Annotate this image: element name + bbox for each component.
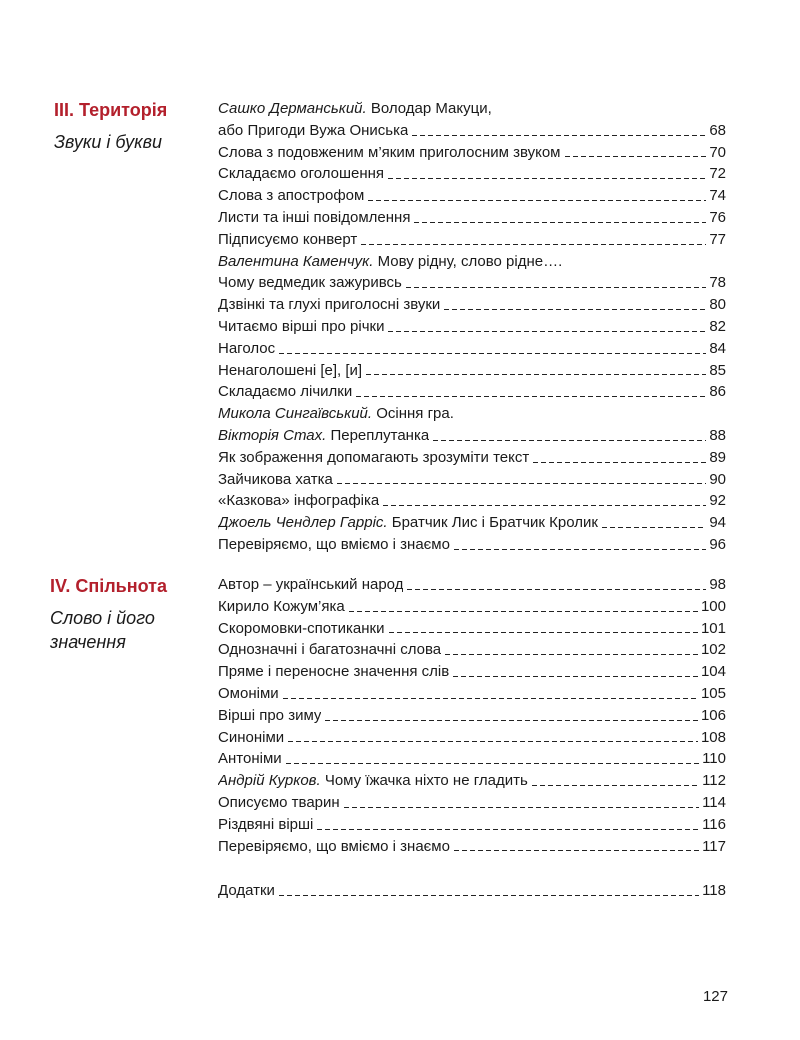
entry-title [218, 727, 284, 749]
entry-title [218, 185, 364, 207]
entry-text: або Пригоди Вужа Ониська [218, 121, 409, 139]
entry-text: Листи та інші повідомлення [218, 208, 411, 226]
entry-title [218, 661, 449, 683]
entry-page: 117 [702, 837, 726, 855]
entry-title [218, 229, 357, 251]
entry-title [218, 294, 440, 316]
entry-text: Вірші про зиму [218, 706, 322, 724]
entry-text: Описуємо тварин [218, 793, 340, 811]
entry-title [218, 705, 321, 727]
section-heading [50, 574, 200, 654]
entry-page: 74 [709, 187, 726, 205]
toc-entry[interactable] [218, 185, 726, 207]
entry-text: Слова з подовженим м’яким приголосним звуком [218, 143, 561, 161]
entry-title [218, 272, 402, 294]
entry-text: Чому їжачка ніхто не гладить [320, 772, 528, 790]
dot-leader [453, 676, 698, 677]
entry-page: 90 [709, 470, 726, 488]
dot-leader [325, 720, 698, 721]
toc-entry[interactable] [218, 294, 726, 316]
entry-text: Антоніми [218, 750, 282, 768]
entry-title [218, 142, 561, 164]
entry-title [218, 639, 441, 661]
dot-leader [356, 396, 706, 397]
dot-leader [368, 200, 706, 201]
entry-text: Дзвінкі та глухі приголосні звуки [218, 296, 441, 314]
dot-leader [344, 807, 699, 808]
entry-author: Вікторія Стах. [218, 426, 327, 444]
entry-title [218, 748, 282, 770]
toc-entry[interactable] [218, 381, 726, 403]
entry-text: Перевіряємо, що вміємо і знаємо [218, 837, 450, 855]
dot-leader [414, 222, 706, 223]
dot-leader [412, 135, 706, 136]
toc-entry[interactable] [218, 207, 726, 229]
toc-entry[interactable] [218, 360, 726, 382]
entry-page: 85 [709, 361, 726, 379]
dot-leader [454, 549, 706, 550]
entry-text: Ненаголошені [е], [и] [218, 361, 363, 379]
entry-title [218, 251, 562, 273]
entry-title [218, 770, 528, 792]
entry-text: Кирило Кожум’яка [218, 597, 345, 615]
entry-text: Синоніми [218, 728, 285, 746]
toc-entry[interactable] [218, 574, 726, 596]
entry-text: Зайчикова хатка [218, 470, 333, 488]
entry-page: 112 [702, 772, 726, 790]
toc-entry[interactable] [218, 534, 726, 556]
entry-text: Мову рідну, слово рідне…. [373, 252, 563, 270]
dot-leader [279, 895, 699, 896]
entry-page: 80 [709, 296, 726, 314]
entry-page: 110 [702, 750, 726, 768]
toc-entry [218, 98, 726, 120]
dot-leader [389, 632, 698, 633]
entry-page: 89 [709, 448, 726, 466]
dot-leader [602, 527, 706, 528]
dot-leader [406, 287, 706, 288]
dot-leader [407, 589, 706, 590]
dot-leader [283, 698, 698, 699]
entry-title [218, 120, 408, 142]
entry-page: 98 [709, 576, 726, 593]
entry-title [218, 836, 450, 858]
entry-page: 86 [709, 383, 726, 401]
toc-entry[interactable] [218, 596, 726, 618]
entry-text: Автор – український народ [218, 576, 404, 593]
dot-leader [445, 654, 698, 655]
toc-entry[interactable] [218, 705, 726, 727]
entry-page: 92 [709, 492, 726, 510]
toc-entries [218, 98, 726, 556]
entry-page: 118 [702, 882, 726, 899]
entry-title [218, 469, 333, 491]
entry-page: 72 [709, 165, 726, 183]
entry-title [218, 618, 385, 640]
entry-title [218, 425, 429, 447]
entry-page: 78 [709, 274, 726, 292]
entry-page: 114 [702, 793, 726, 811]
entry-text: Однозначні і багатозначні слова [218, 641, 442, 659]
entry-title [218, 792, 340, 814]
toc-entry[interactable] [218, 618, 726, 640]
entry-page: 84 [709, 339, 726, 357]
dot-leader [532, 785, 699, 786]
toc-entries [218, 880, 726, 902]
toc-entry[interactable] [218, 748, 726, 770]
entry-title [218, 512, 598, 534]
entry-author: Валентина Каменчук. [218, 252, 374, 270]
entry-text: Різдвяні вірші [218, 815, 314, 833]
entry-page: 77 [709, 230, 726, 248]
entry-title [218, 98, 492, 120]
entry-author: Андрій Курков. [218, 772, 321, 790]
entry-page: 116 [702, 815, 726, 833]
section-title: III. Територія [54, 100, 168, 120]
toc-entry[interactable] [218, 792, 726, 814]
toc-entry[interactable] [218, 880, 726, 902]
toc-entry [218, 251, 726, 273]
entry-text: Пряме і переносне значення слів [218, 663, 450, 681]
dot-leader [349, 611, 698, 612]
entry-page: 70 [709, 143, 726, 161]
entry-text: Чому ведмедик зажуривсь [218, 274, 402, 292]
entry-text: Переплутанка [326, 426, 430, 444]
dot-leader [444, 309, 706, 310]
entry-page: 104 [700, 663, 726, 681]
toc-entry[interactable] [218, 814, 726, 836]
dot-leader [433, 440, 706, 441]
entry-text: «Казкова» інфографіка [218, 492, 380, 510]
entry-title [218, 574, 403, 596]
toc-entries [218, 574, 726, 857]
section-heading [54, 98, 204, 154]
toc-entry[interactable] [218, 836, 726, 858]
dot-leader [286, 763, 699, 764]
entry-title [218, 814, 313, 836]
entry-page: 76 [709, 208, 726, 226]
toc-entry[interactable] [218, 770, 726, 792]
entry-text: Складаємо лічилки [218, 383, 353, 401]
toc-entry[interactable] [218, 683, 726, 705]
dot-leader [317, 829, 699, 830]
dot-leader [279, 353, 706, 354]
entry-page: 68 [709, 121, 726, 139]
dot-leader [366, 374, 706, 375]
entry-page: 101 [700, 619, 726, 637]
toc-entry[interactable] [218, 447, 726, 469]
toc-entry[interactable] [218, 512, 726, 534]
toc-entry[interactable] [218, 639, 726, 661]
dot-leader [361, 244, 706, 245]
dot-leader [533, 462, 706, 463]
entry-title [218, 316, 384, 338]
toc-entry [218, 403, 726, 425]
section-subtitle: Звуки і букви [54, 132, 162, 152]
entry-text: Володар Макуци, [366, 100, 492, 117]
entry-page: 96 [709, 535, 726, 553]
entry-text: Наголос [218, 339, 276, 357]
dot-leader [565, 156, 707, 157]
entry-page: 82 [709, 317, 726, 335]
entry-title [218, 403, 454, 425]
entry-page: 105 [700, 684, 726, 702]
toc-entry[interactable] [218, 490, 726, 512]
toc-entry[interactable] [218, 469, 726, 491]
toc-entry[interactable] [218, 338, 726, 360]
entry-page: 108 [700, 728, 726, 746]
entry-title [218, 683, 279, 705]
entry-text: Складаємо оголошення [218, 165, 385, 183]
entry-title: Додатки [218, 882, 275, 899]
entry-author: Джоель Чендлер Гарріс. [218, 514, 388, 532]
entry-text: Осіння гра. [372, 405, 454, 423]
entry-author: Микола Сингаївський. [218, 405, 373, 423]
entry-title [218, 381, 352, 403]
entry-page: 106 [700, 706, 726, 724]
entry-title [218, 490, 379, 512]
dot-leader [388, 331, 706, 332]
entry-title [218, 534, 450, 556]
dot-leader [454, 850, 699, 851]
entry-text: Слова з апострофом [218, 187, 365, 205]
entry-text: Читаємо вірші про річки [218, 317, 385, 335]
entry-title [218, 596, 345, 618]
entry-text: Як зображення допомагають зрозуміти текст [218, 448, 530, 466]
toc-entry[interactable] [218, 272, 726, 294]
entry-title [218, 360, 362, 382]
dot-leader [383, 505, 706, 506]
section-title: IV. Спільнота [50, 576, 167, 596]
entry-page: 94 [709, 514, 726, 532]
entry-title [218, 163, 384, 185]
section-subtitle: Слово і його значення [50, 608, 155, 652]
entry-text: Перевіряємо, що вміємо і знаємо [218, 535, 450, 553]
entry-text: Братчик Лис і Братчик Кролик [387, 514, 598, 532]
toc-entry[interactable] [218, 229, 726, 251]
toc-entry[interactable] [218, 425, 726, 447]
dot-leader [288, 741, 698, 742]
toc-entry[interactable] [218, 163, 726, 185]
entry-page: 88 [709, 426, 726, 444]
toc-entry[interactable] [218, 727, 726, 749]
dot-leader [388, 178, 706, 179]
entry-author: Сашко Дерманський. [218, 100, 367, 117]
entry-title [218, 338, 275, 360]
entry-text: Скоромовки-спотиканки [218, 619, 385, 637]
toc-entry[interactable] [218, 120, 726, 142]
page-number: 127 [702, 988, 728, 1005]
entry-text: Омоніми [218, 684, 279, 702]
entry-title [218, 447, 529, 469]
toc-entry[interactable] [218, 142, 726, 164]
entry-page: 100 [700, 597, 726, 615]
entry-page: 102 [700, 641, 726, 659]
toc-entry[interactable] [218, 316, 726, 338]
entry-title [218, 207, 410, 229]
entry-text: Підписуємо конверт [218, 230, 358, 248]
toc-entry[interactable] [218, 661, 726, 683]
dot-leader [337, 483, 707, 484]
